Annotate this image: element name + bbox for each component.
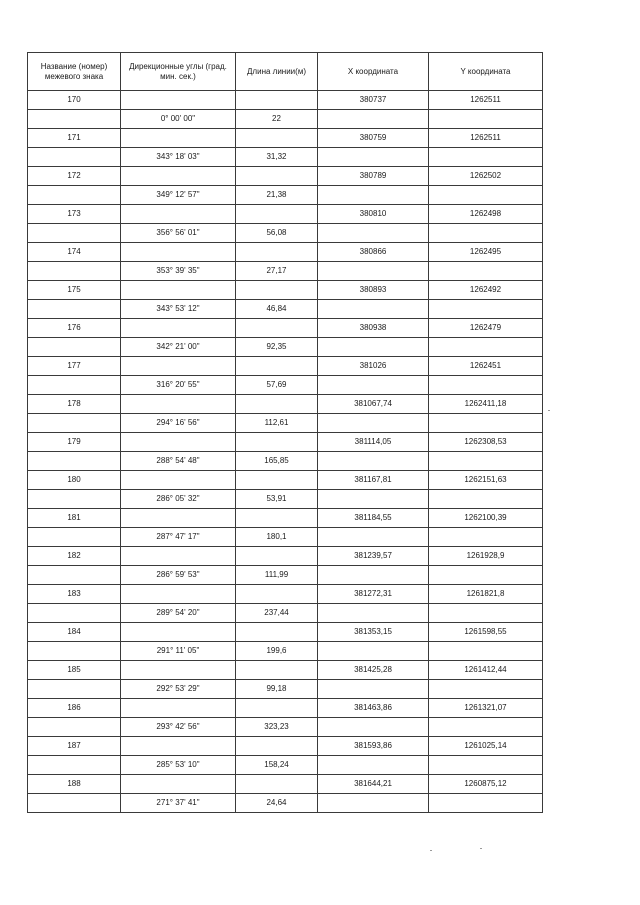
line-length: 24,64 [236, 794, 318, 813]
line-length: 46,84 [236, 300, 318, 319]
angle-cell [121, 319, 236, 338]
line-row [28, 756, 543, 775]
line-row [28, 186, 543, 205]
y-coordinate: 1262511 [429, 91, 543, 110]
direction-angle: 343° 18' 03" [121, 148, 236, 167]
y-coordinate [429, 110, 543, 129]
angle-cell [121, 661, 236, 680]
line-length: 22 [236, 110, 318, 129]
y-coordinate [429, 490, 543, 509]
point-row [28, 737, 543, 756]
line-row [28, 262, 543, 281]
angle-cell [121, 547, 236, 566]
angle-cell [121, 775, 236, 794]
angle-cell [121, 737, 236, 756]
y-coordinate [429, 224, 543, 243]
x-coordinate [318, 490, 429, 509]
direction-angle: 343° 53' 12" [121, 300, 236, 319]
direction-angle: 292° 53' 29" [121, 680, 236, 699]
direction-angle: 294° 16' 56" [121, 414, 236, 433]
line-length: 237,44 [236, 604, 318, 623]
x-coordinate [318, 794, 429, 813]
angle-cell [121, 623, 236, 642]
x-coordinate [318, 376, 429, 395]
line-length: 112,61 [236, 414, 318, 433]
point-name: 181 [28, 509, 121, 528]
line-length: 92,35 [236, 338, 318, 357]
y-coordinate [429, 566, 543, 585]
line-length: 180,1 [236, 528, 318, 547]
length-cell [236, 433, 318, 452]
point-row [28, 509, 543, 528]
angle-cell [121, 281, 236, 300]
direction-angle: 291° 11' 05" [121, 642, 236, 661]
point-row [28, 547, 543, 566]
y-coordinate: 1261821,8 [429, 585, 543, 604]
y-coordinate [429, 604, 543, 623]
x-coordinate [318, 186, 429, 205]
point-row [28, 91, 543, 110]
x-coordinate: 380759 [318, 129, 429, 148]
line-row [28, 300, 543, 319]
direction-angle: 285° 53' 10" [121, 756, 236, 775]
table-body [28, 91, 543, 813]
line-length: 111,99 [236, 566, 318, 585]
y-coordinate [429, 642, 543, 661]
line-row [28, 604, 543, 623]
table-header-row [28, 53, 543, 91]
point-row [28, 243, 543, 262]
x-coordinate: 381272,31 [318, 585, 429, 604]
length-cell [236, 129, 318, 148]
angle-cell [121, 167, 236, 186]
y-coordinate [429, 680, 543, 699]
y-coordinate: 1261598,55 [429, 623, 543, 642]
y-coordinate: 1262308,53 [429, 433, 543, 452]
line-length: 27,17 [236, 262, 318, 281]
angle-cell [121, 699, 236, 718]
angle-cell [121, 471, 236, 490]
line-length: 31,32 [236, 148, 318, 167]
y-coordinate: 1262492 [429, 281, 543, 300]
y-coordinate: 1262511 [429, 129, 543, 148]
x-coordinate: 381239,57 [318, 547, 429, 566]
line-row [28, 224, 543, 243]
direction-angle: 286° 59' 53" [121, 566, 236, 585]
point-name [28, 794, 121, 813]
x-coordinate: 381644,21 [318, 775, 429, 794]
length-cell [236, 661, 318, 680]
y-coordinate: 1261025,14 [429, 737, 543, 756]
length-cell [236, 585, 318, 604]
x-coordinate [318, 528, 429, 547]
point-name: 178 [28, 395, 121, 414]
point-name [28, 680, 121, 699]
x-coordinate [318, 414, 429, 433]
point-name: 182 [28, 547, 121, 566]
point-row [28, 319, 543, 338]
x-coordinate: 380810 [318, 205, 429, 224]
x-coordinate: 380938 [318, 319, 429, 338]
angle-cell [121, 509, 236, 528]
length-cell [236, 357, 318, 376]
line-row [28, 338, 543, 357]
direction-angle: 293° 42' 56" [121, 718, 236, 737]
y-coordinate [429, 338, 543, 357]
direction-angle: 316° 20' 55" [121, 376, 236, 395]
direction-angle: 271° 37' 41" [121, 794, 236, 813]
point-name: 179 [28, 433, 121, 452]
length-cell [236, 547, 318, 566]
line-length: 158,24 [236, 756, 318, 775]
y-coordinate: 1262411,18 [429, 395, 543, 414]
point-name [28, 604, 121, 623]
x-coordinate: 381184,55 [318, 509, 429, 528]
x-coordinate: 381425,28 [318, 661, 429, 680]
point-name: 171 [28, 129, 121, 148]
angle-cell [121, 357, 236, 376]
y-coordinate [429, 718, 543, 737]
line-length: 53,91 [236, 490, 318, 509]
y-coordinate [429, 528, 543, 547]
point-name [28, 490, 121, 509]
x-coordinate: 381593,86 [318, 737, 429, 756]
direction-angle: 349° 12' 57" [121, 186, 236, 205]
point-name [28, 414, 121, 433]
point-row [28, 357, 543, 376]
point-name [28, 452, 121, 471]
x-coordinate [318, 566, 429, 585]
y-coordinate: 1262100,39 [429, 509, 543, 528]
point-name [28, 566, 121, 585]
length-cell [236, 281, 318, 300]
angle-cell [121, 129, 236, 148]
point-name: 186 [28, 699, 121, 718]
scan-speck [480, 848, 482, 849]
point-row [28, 281, 543, 300]
point-name [28, 186, 121, 205]
point-name [28, 110, 121, 129]
y-coordinate: 1262498 [429, 205, 543, 224]
y-coordinate: 1261321,07 [429, 699, 543, 718]
length-cell [236, 623, 318, 642]
length-cell [236, 737, 318, 756]
point-name: 188 [28, 775, 121, 794]
point-name: 177 [28, 357, 121, 376]
x-coordinate [318, 300, 429, 319]
x-coordinate: 381463,86 [318, 699, 429, 718]
length-cell [236, 471, 318, 490]
line-row [28, 414, 543, 433]
y-coordinate: 1262451 [429, 357, 543, 376]
y-coordinate [429, 452, 543, 471]
x-coordinate: 381026 [318, 357, 429, 376]
line-row [28, 452, 543, 471]
point-row [28, 129, 543, 148]
x-coordinate: 380893 [318, 281, 429, 300]
line-row [28, 490, 543, 509]
line-row [28, 528, 543, 547]
x-coordinate: 380789 [318, 167, 429, 186]
point-name: 184 [28, 623, 121, 642]
point-row [28, 395, 543, 414]
point-name: 174 [28, 243, 121, 262]
point-name [28, 376, 121, 395]
scan-speck [548, 410, 550, 411]
line-length: 56,08 [236, 224, 318, 243]
x-coordinate [318, 224, 429, 243]
length-cell [236, 205, 318, 224]
point-row [28, 699, 543, 718]
direction-angle: 288° 54' 48" [121, 452, 236, 471]
y-coordinate [429, 262, 543, 281]
point-name: 173 [28, 205, 121, 224]
x-coordinate: 381114,05 [318, 433, 429, 452]
point-name [28, 718, 121, 737]
point-name: 172 [28, 167, 121, 186]
y-coordinate: 1260875,12 [429, 775, 543, 794]
x-coordinate: 381067,74 [318, 395, 429, 414]
point-row [28, 471, 543, 490]
header-y: Y координата [429, 53, 543, 91]
x-coordinate [318, 642, 429, 661]
x-coordinate [318, 756, 429, 775]
scan-speck [430, 850, 432, 851]
direction-angle: 286° 05' 32" [121, 490, 236, 509]
direction-angle: 342° 21' 00" [121, 338, 236, 357]
line-row [28, 376, 543, 395]
length-cell [236, 395, 318, 414]
x-coordinate: 381353,15 [318, 623, 429, 642]
y-coordinate [429, 376, 543, 395]
length-cell [236, 699, 318, 718]
x-coordinate: 380866 [318, 243, 429, 262]
angle-cell [121, 585, 236, 604]
line-row [28, 110, 543, 129]
line-length: 165,85 [236, 452, 318, 471]
y-coordinate [429, 300, 543, 319]
length-cell [236, 319, 318, 338]
length-cell [236, 243, 318, 262]
y-coordinate: 1262502 [429, 167, 543, 186]
point-name [28, 756, 121, 775]
angle-cell [121, 205, 236, 224]
x-coordinate [318, 110, 429, 129]
point-name [28, 224, 121, 243]
point-row [28, 623, 543, 642]
direction-angle: 289° 54' 20" [121, 604, 236, 623]
point-name [28, 148, 121, 167]
x-coordinate [318, 262, 429, 281]
point-row [28, 433, 543, 452]
point-name: 187 [28, 737, 121, 756]
line-length: 323,23 [236, 718, 318, 737]
point-name: 180 [28, 471, 121, 490]
line-length: 21,38 [236, 186, 318, 205]
point-name [28, 262, 121, 281]
point-row [28, 585, 543, 604]
y-coordinate: 1262479 [429, 319, 543, 338]
direction-angle: 353° 39' 35" [121, 262, 236, 281]
length-cell [236, 775, 318, 794]
y-coordinate: 1262495 [429, 243, 543, 262]
point-row [28, 661, 543, 680]
direction-angle: 0° 00' 00" [121, 110, 236, 129]
header-length: Длина линии(м) [236, 53, 318, 91]
point-row [28, 775, 543, 794]
y-coordinate [429, 414, 543, 433]
angle-cell [121, 91, 236, 110]
x-coordinate: 380737 [318, 91, 429, 110]
point-name: 170 [28, 91, 121, 110]
x-coordinate [318, 338, 429, 357]
angle-cell [121, 243, 236, 262]
y-coordinate: 1261928,9 [429, 547, 543, 566]
x-coordinate [318, 718, 429, 737]
line-length: 99,18 [236, 680, 318, 699]
line-length: 57,69 [236, 376, 318, 395]
line-length: 199,6 [236, 642, 318, 661]
header-name: Название (номер) межевого знака [28, 53, 121, 91]
point-name: 175 [28, 281, 121, 300]
y-coordinate: 1261412,44 [429, 661, 543, 680]
line-row [28, 794, 543, 813]
length-cell [236, 167, 318, 186]
y-coordinate [429, 756, 543, 775]
y-coordinate [429, 794, 543, 813]
point-name: 183 [28, 585, 121, 604]
point-row [28, 167, 543, 186]
line-row [28, 148, 543, 167]
x-coordinate: 381167,81 [318, 471, 429, 490]
length-cell [236, 509, 318, 528]
point-name: 176 [28, 319, 121, 338]
x-coordinate [318, 452, 429, 471]
direction-angle: 287° 47' 17" [121, 528, 236, 547]
line-row [28, 680, 543, 699]
point-name: 185 [28, 661, 121, 680]
y-coordinate [429, 148, 543, 167]
x-coordinate [318, 604, 429, 623]
point-name [28, 338, 121, 357]
point-name [28, 642, 121, 661]
point-name [28, 528, 121, 547]
header-x: X координата [318, 53, 429, 91]
y-coordinate: 1262151,63 [429, 471, 543, 490]
x-coordinate [318, 680, 429, 699]
angle-cell [121, 395, 236, 414]
direction-angle: 356° 56' 01" [121, 224, 236, 243]
boundary-table [27, 52, 543, 813]
line-row [28, 718, 543, 737]
header-angle: Дирекционные углы (град. мин. сек.) [121, 53, 236, 91]
point-name [28, 300, 121, 319]
line-row [28, 566, 543, 585]
y-coordinate [429, 186, 543, 205]
point-row [28, 205, 543, 224]
length-cell [236, 91, 318, 110]
x-coordinate [318, 148, 429, 167]
angle-cell [121, 433, 236, 452]
line-row [28, 642, 543, 661]
